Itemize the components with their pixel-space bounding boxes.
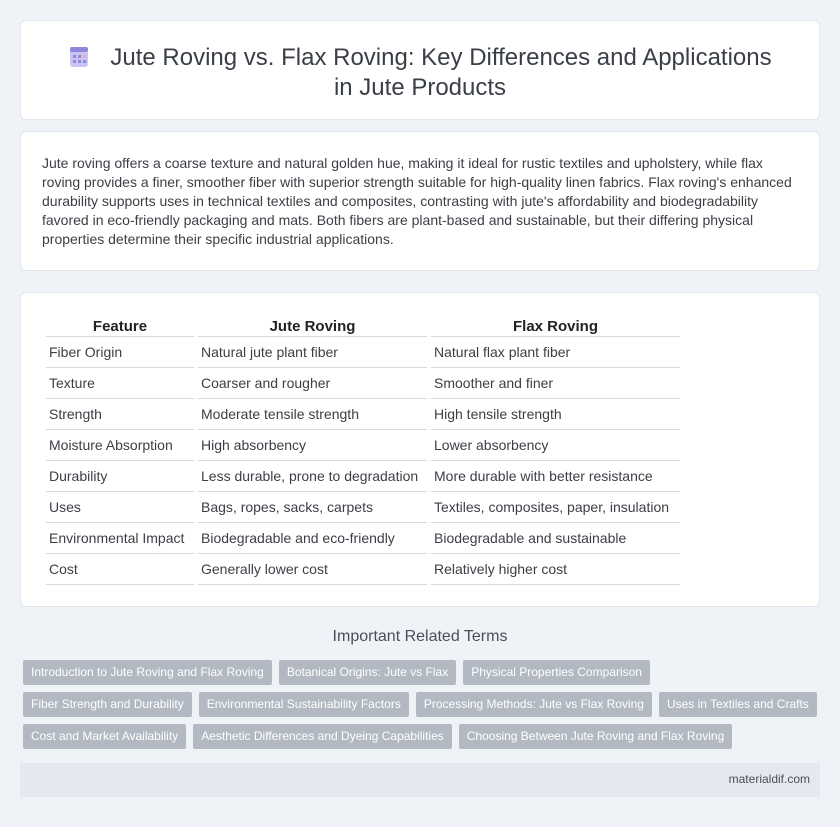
table-row [46, 399, 680, 430]
flax-cell: Biodegradable and sustainable [431, 523, 680, 554]
flax-cell: Lower absorbency [431, 430, 680, 461]
jute-cell: Bags, ropes, sacks, carpets [198, 492, 427, 523]
document-icon [68, 46, 90, 68]
jute-cell: Moderate tensile strength [198, 399, 427, 430]
tag-row [23, 660, 823, 692]
table-row [46, 461, 680, 492]
related-term-tag[interactable]: Processing Methods: Jute vs Flax Roving [416, 692, 652, 717]
jute-cell: Less durable, prone to degradation [198, 461, 427, 492]
intro-card [20, 131, 820, 271]
table-row [46, 523, 680, 554]
feature-cell: Texture [46, 368, 194, 399]
related-terms-heading: Important Related Terms [332, 628, 508, 645]
flax-cell: More durable with better resistance [431, 461, 680, 492]
tag-row [23, 724, 823, 756]
intro-paragraph: Jute roving offers a coarse texture and natural golden hue, making it ideal for rustic textiles and upholstery, while flax roving provides a finer, smoother fiber with superior strength suitable for high-quality linen fabrics. Flax roving's enhanced durability supports uses in technical textiles and composites, contrasting with jute's affordability and biodegradability favored in eco-friendly packaging and mats. Both fibers are plant-based and sustainable, but their differing physical properties determine their specific industrial applications. [42, 155, 792, 247]
header-feature: Feature [46, 317, 194, 337]
feature-cell: Environmental Impact [46, 523, 194, 554]
related-term-tag[interactable]: Environmental Sustainability Factors [199, 692, 409, 717]
flax-cell: Natural flax plant fiber [431, 337, 680, 368]
table-row [46, 368, 680, 399]
comparison-table [42, 317, 684, 585]
footer [20, 763, 820, 797]
related-term-tag[interactable]: Physical Properties Comparison [463, 660, 650, 685]
table-row [46, 430, 680, 461]
feature-cell: Moisture Absorption [46, 430, 194, 461]
related-term-tag[interactable]: Fiber Strength and Durability [23, 692, 192, 717]
jute-cell: Generally lower cost [198, 554, 427, 585]
flax-cell: Textiles, composites, paper, insulation [431, 492, 680, 523]
flax-cell: Relatively higher cost [431, 554, 680, 585]
related-term-tag[interactable]: Uses in Textiles and Crafts [659, 692, 817, 717]
footer-source[interactable]: materialdif.com [728, 772, 810, 786]
table-row [46, 492, 680, 523]
comparison-card [20, 292, 820, 607]
header-flax-roving: Flax Roving [431, 317, 680, 337]
jute-cell: High absorbency [198, 430, 427, 461]
related-term-tag[interactable]: Introduction to Jute Roving and Flax Roving [23, 660, 272, 685]
related-terms-list [23, 660, 823, 756]
feature-cell: Uses [46, 492, 194, 523]
jute-cell: Natural jute plant fiber [198, 337, 427, 368]
page-title-text: Jute Roving vs. Flax Roving: Key Differences and Applications in Jute Products [110, 44, 772, 101]
related-term-tag[interactable]: Choosing Between Jute Roving and Flax Roving [459, 724, 732, 749]
feature-cell: Fiber Origin [46, 337, 194, 368]
jute-cell: Coarser and rougher [198, 368, 427, 399]
related-term-tag[interactable]: Cost and Market Availability [23, 724, 186, 749]
jute-cell: Biodegradable and eco-friendly [198, 523, 427, 554]
related-term-tag[interactable]: Aesthetic Differences and Dyeing Capabilities [193, 724, 452, 749]
title-card [20, 20, 820, 120]
flax-cell: High tensile strength [431, 399, 680, 430]
table-header-row [46, 317, 680, 337]
feature-cell: Cost [46, 554, 194, 585]
page-title [61, 43, 779, 103]
flax-cell: Smoother and finer [431, 368, 680, 399]
table-row [46, 337, 680, 368]
related-term-tag[interactable]: Botanical Origins: Jute vs Flax [279, 660, 456, 685]
table-row [46, 554, 680, 585]
feature-cell: Strength [46, 399, 194, 430]
feature-cell: Durability [46, 461, 194, 492]
header-jute-roving: Jute Roving [198, 317, 427, 337]
tag-row [23, 692, 823, 724]
